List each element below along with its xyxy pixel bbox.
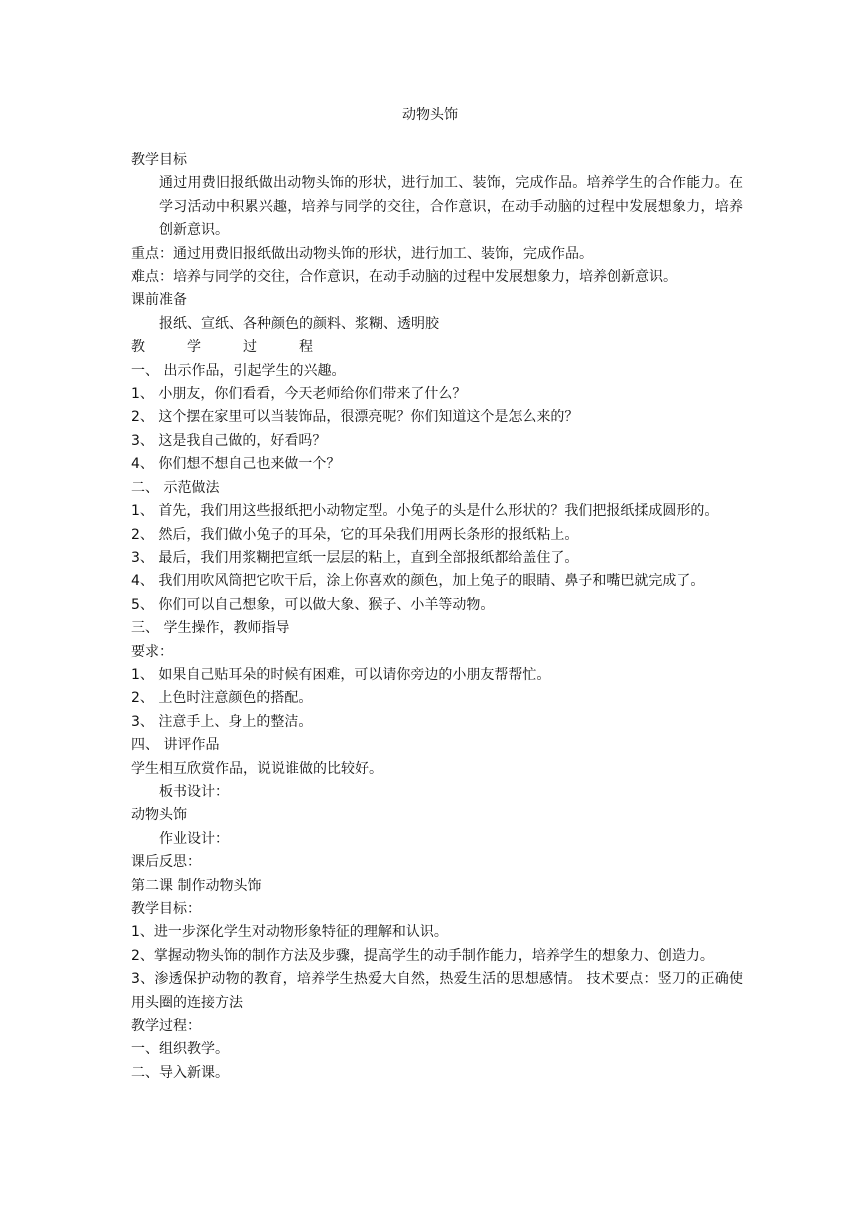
process-char: 过	[243, 339, 257, 356]
process-heading: 教学过程：	[131, 1018, 201, 1035]
homework-label: 作业设计：	[159, 830, 229, 847]
process-char: 学	[187, 339, 201, 356]
prep-heading: 课前准备	[131, 292, 187, 309]
list-item: 4、 你们想不想自己也来做一个？	[131, 456, 341, 473]
objective-heading: 教学目标	[131, 152, 187, 168]
section-heading: 三、 学生操作，教师指导	[131, 620, 290, 637]
list-item: 2、掌握动物头饰的制作方法及步骤，提高学生的动手制作能力，培养学生的想象力、创造力。	[131, 947, 714, 964]
objective-heading: 教学目标：	[131, 901, 201, 917]
objective-paragraph: 通过用费旧报纸做出动物头饰的形状，进行加工、装饰，完成作品。培养学生的合作能力。在学习活动中积累兴趣，培养与同学的交往，合作意识，在动手动脑的过程中发展想象力，培养创新意识。	[159, 175, 743, 239]
section-heading: 二、 示范做法	[131, 479, 220, 496]
list-item: 3、 注意手上、身上的整洁。	[131, 713, 313, 730]
list-item: 2、 然后，我们做小兔子的耳朵，它的耳朵我们用两长条形的报纸粘上。	[131, 526, 579, 543]
page-title: 动物头饰	[402, 107, 458, 123]
process-heading	[131, 336, 743, 359]
board-design-text: 动物头饰	[131, 807, 187, 824]
list-item: 二、导入新课。	[131, 1064, 229, 1081]
key-point: 重点：通过用费旧报纸做出动物头饰的形状，进行加工、装饰，完成作品。	[131, 245, 593, 262]
list-item: 5、 你们可以自己想象，可以做大象、猴子、小羊等动物。	[131, 596, 495, 613]
list-item: 2、 这个摆在家里可以当装饰品，很漂亮呢？你们知道这个是怎么来的？	[131, 409, 579, 426]
reflection-label: 课后反思：	[131, 854, 201, 871]
list-item: 3、渗透保护动物的教育，培养学生热爱大自然，热爱生活的思想感情。 技术要点：竖刀的正确使用头圈的连接方法	[131, 971, 743, 1011]
section-heading: 一、 出示作品，引起学生的兴趣。	[131, 362, 346, 379]
list-item: 3、 这是我自己做的，好看吗？	[131, 432, 327, 449]
document-body	[131, 149, 743, 1085]
list-item: 1、 如果自己贴耳朵的时候有困难，可以请你旁边的小朋友帮帮忙。	[131, 666, 551, 683]
requirements-label: 要求：	[131, 643, 173, 660]
list-item: 3、 最后，我们用浆糊把宣纸一层层的粘上，直到全部报纸都给盖住了。	[131, 549, 579, 566]
paragraph: 学生相互欣赏作品，说说谁做的比较好。	[131, 760, 383, 777]
list-item: 4、 我们用吹风筒把它吹干后，涂上你喜欢的颜色，加上兔子的眼睛、鼻子和嘴巴就完成了。	[131, 573, 705, 590]
process-char: 程	[299, 339, 313, 356]
lesson-title: 第二课 制作动物头饰	[131, 877, 262, 894]
list-item: 1、进一步深化学生对动物形象特征的理解和认识。	[131, 924, 448, 941]
section-heading: 四、 讲评作品	[131, 737, 220, 754]
list-item: 1、 小朋友，你们看看，今天老师给你们带来了什么？	[131, 386, 467, 403]
list-item: 1、 首先，我们用这些报纸把小动物定型。小兔子的头是什么形状的？我们把报纸揉成圆形的。	[131, 503, 719, 520]
list-item: 一、组织教学。	[131, 1041, 229, 1058]
board-design-label: 板书设计：	[159, 783, 229, 800]
difficulty-point: 难点：培养与同学的交往，合作意识，在动手动脑的过程中发展想象力，培养创新意识。	[131, 269, 677, 286]
list-item: 2、 上色时注意颜色的搭配。	[131, 690, 313, 707]
prep-materials: 报纸、宣纸、各种颜色的颜料、浆糊、透明胶	[159, 315, 439, 332]
process-char: 教	[131, 339, 145, 356]
